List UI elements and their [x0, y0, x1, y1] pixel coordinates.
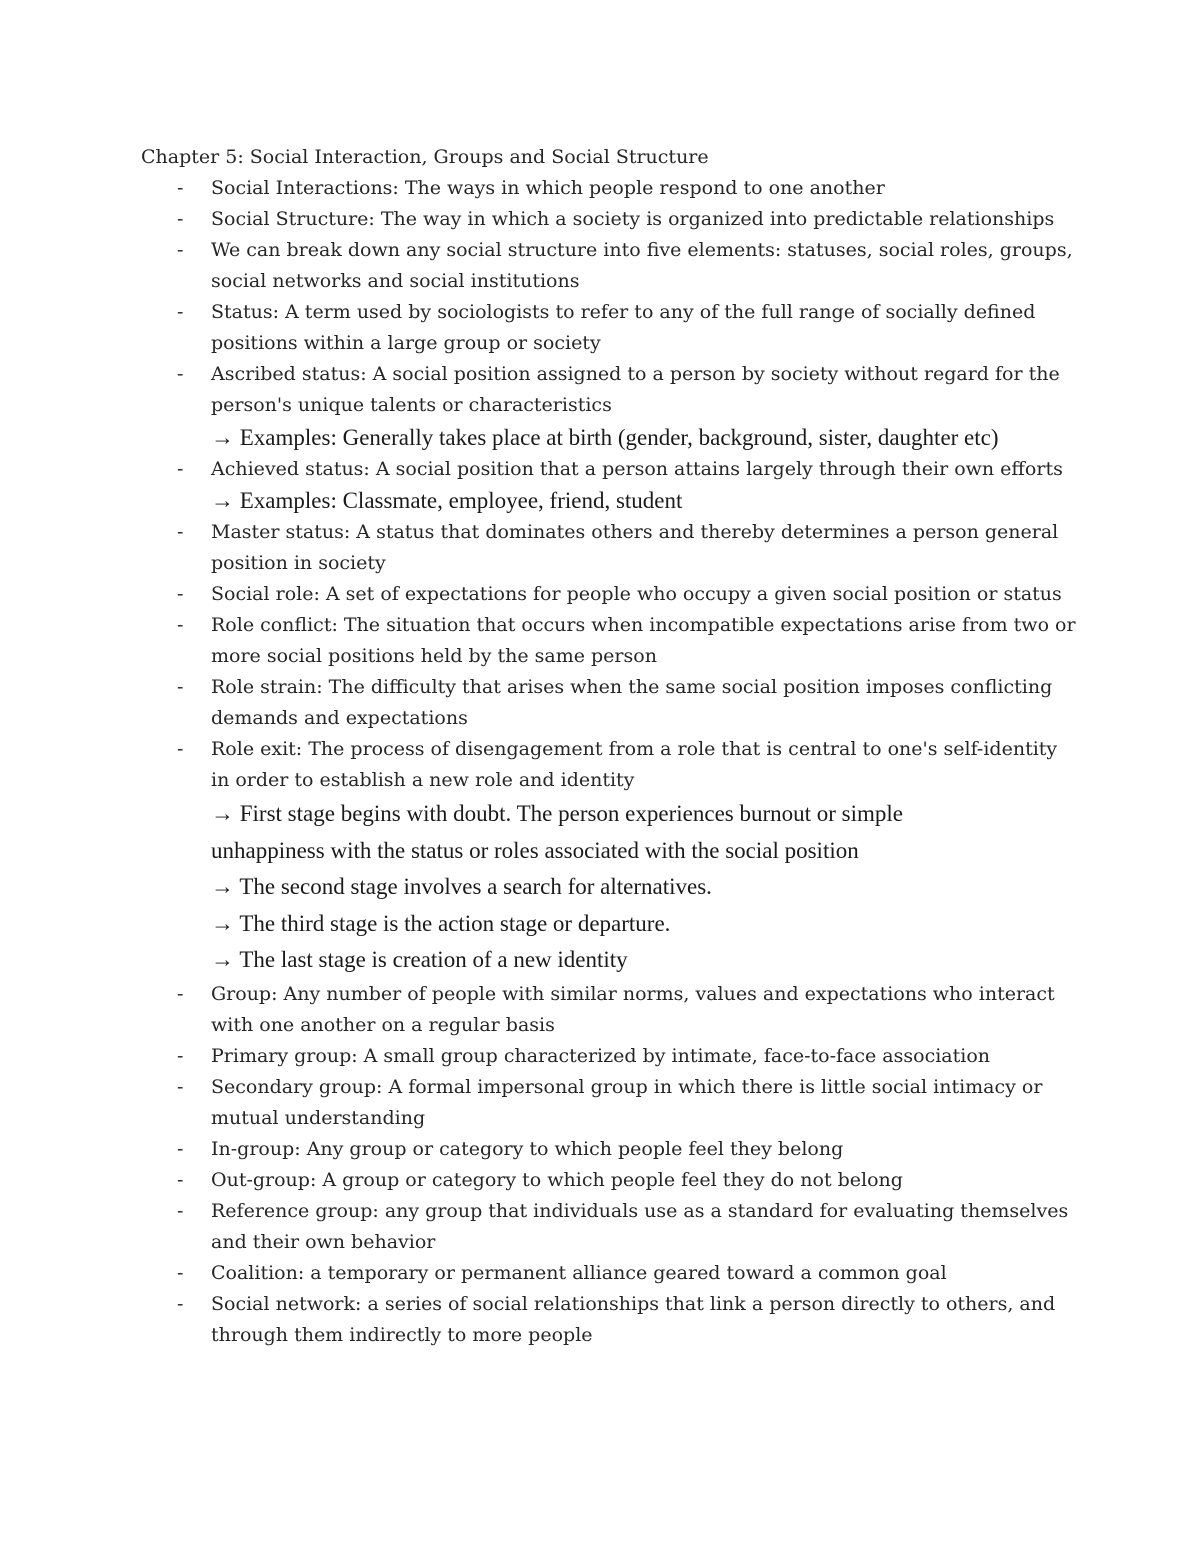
document-title: Chapter 5: Social Interaction, Groups and Social Structure	[141, 146, 709, 168]
bullet-dash: -	[177, 614, 184, 636]
bullet-dash: -	[177, 177, 184, 199]
item-text: positions within a large group or society	[211, 332, 601, 354]
bullet-dash: -	[177, 363, 184, 385]
item-text: Social role: A set of expectations for people who occupy a given social position or status	[211, 583, 1062, 605]
list-item	[141, 734, 1071, 979]
stage-note: → The third stage is the action stage or departure.	[211, 910, 671, 936]
list-item	[141, 1258, 1071, 1289]
list-item	[141, 1072, 1071, 1134]
item-text: with one another on a regular basis	[211, 1013, 555, 1036]
item-text: Reference group: any group that individuals use as a standard for evaluating themselves	[211, 1199, 1069, 1222]
bullet-dash: -	[177, 676, 184, 698]
item-text: We can break down any social structure into five elements: statuses, social roles, groups,	[211, 239, 1073, 261]
list-item	[141, 1289, 1071, 1351]
item-text: Role strain: The difficulty that arises when the same social position imposes conflicting	[211, 676, 1053, 698]
list-item	[141, 579, 1071, 610]
list-item	[141, 979, 1071, 1041]
bullet-dash: -	[177, 982, 184, 1005]
item-text: Master status: A status that dominates others and thereby determines a person general	[211, 521, 1059, 543]
bullet-dash: -	[177, 1044, 184, 1067]
item-text: Social network: a series of social relationships that link a person directly to others, and	[211, 1292, 1056, 1315]
bullet-dash: -	[177, 239, 184, 261]
list-item	[141, 359, 1071, 454]
bullet-dash: -	[177, 738, 184, 760]
stage-note: → First stage begins with doubt. The person experiences burnout or simple	[211, 801, 904, 826]
item-text: Role conflict: The situation that occurs when incompatible expectations arise from two or	[211, 614, 1076, 636]
list-item	[141, 1134, 1071, 1165]
bullet-dash: -	[177, 1137, 184, 1160]
item-text: Social Interactions: The ways in which people respond to one another	[211, 177, 885, 199]
list-item	[141, 297, 1071, 359]
bullet-dash: -	[177, 1168, 184, 1191]
item-text: Coalition: a temporary or permanent alliance geared toward a common goal	[211, 1261, 947, 1284]
bullet-dash: -	[177, 208, 184, 230]
item-text: Group: Any number of people with similar norms, values and expectations who interact	[211, 982, 1055, 1005]
list-item	[141, 1041, 1071, 1072]
item-text: in order to establish a new role and identity	[211, 769, 635, 791]
item-text: Achieved status: A social position that a person attains largely through their own efforts	[211, 458, 1063, 480]
list-item	[141, 1165, 1071, 1196]
item-text: Primary group: A small group characterized by intimate, face-to-face association	[211, 1044, 990, 1067]
item-text: through them indirectly to more people	[211, 1323, 593, 1346]
item-text: demands and expectations	[211, 707, 468, 729]
notes-list	[141, 173, 1076, 1351]
item-text: Status: A term used by sociologists to refer to any of the full range of socially defined	[211, 301, 1036, 323]
item-text: mutual understanding	[211, 1106, 426, 1129]
stage-note: unhappiness with the status or roles associated with the social position	[211, 837, 859, 863]
list-item	[141, 235, 1071, 297]
stage-note: → The last stage is creation of a new identity	[211, 947, 628, 972]
item-text: In-group: Any group or category to which people feel they belong	[211, 1137, 844, 1160]
stage-note: → The second stage involves a search for alternatives.	[211, 874, 712, 899]
list-item	[141, 173, 1071, 204]
item-text: person's unique talents or characteristics	[211, 394, 612, 416]
item-text: position in society	[211, 552, 386, 574]
item-text: more social positions held by the same person	[211, 645, 657, 667]
bullet-dash: -	[177, 301, 184, 323]
item-text: social networks and social institutions	[211, 270, 580, 292]
item-text: Role exit: The process of disengagement from a role that is central to one's self-identity	[211, 738, 1058, 760]
list-item	[141, 454, 1071, 517]
item-text: Out-group: A group or category to which people feel they do not belong	[211, 1168, 903, 1191]
bullet-dash: -	[177, 583, 184, 605]
bullet-dash: -	[177, 458, 184, 480]
item-text: Secondary group: A formal impersonal group in which there is little social intimacy or	[211, 1075, 1043, 1098]
bullet-dash: -	[177, 1261, 184, 1284]
bullet-dash: -	[177, 1199, 184, 1222]
item-text: Social Structure: The way in which a society is organized into predictable relationships	[211, 208, 1055, 230]
list-item	[141, 1196, 1071, 1258]
example-note: → Examples: Classmate, employee, friend, student	[211, 488, 683, 513]
list-item	[141, 517, 1071, 579]
list-item	[141, 204, 1071, 235]
item-text: Ascribed status: A social position assigned to a person by society without regard for the	[211, 363, 1060, 385]
list-item	[141, 672, 1071, 734]
bullet-dash: -	[177, 521, 184, 543]
item-text: and their own behavior	[211, 1230, 436, 1253]
example-note: → Examples: Generally takes place at birth (gender, background, sister, daughter etc)	[211, 425, 999, 450]
bullet-dash: -	[177, 1292, 184, 1315]
list-item	[141, 610, 1076, 672]
bullet-dash: -	[177, 1075, 184, 1098]
